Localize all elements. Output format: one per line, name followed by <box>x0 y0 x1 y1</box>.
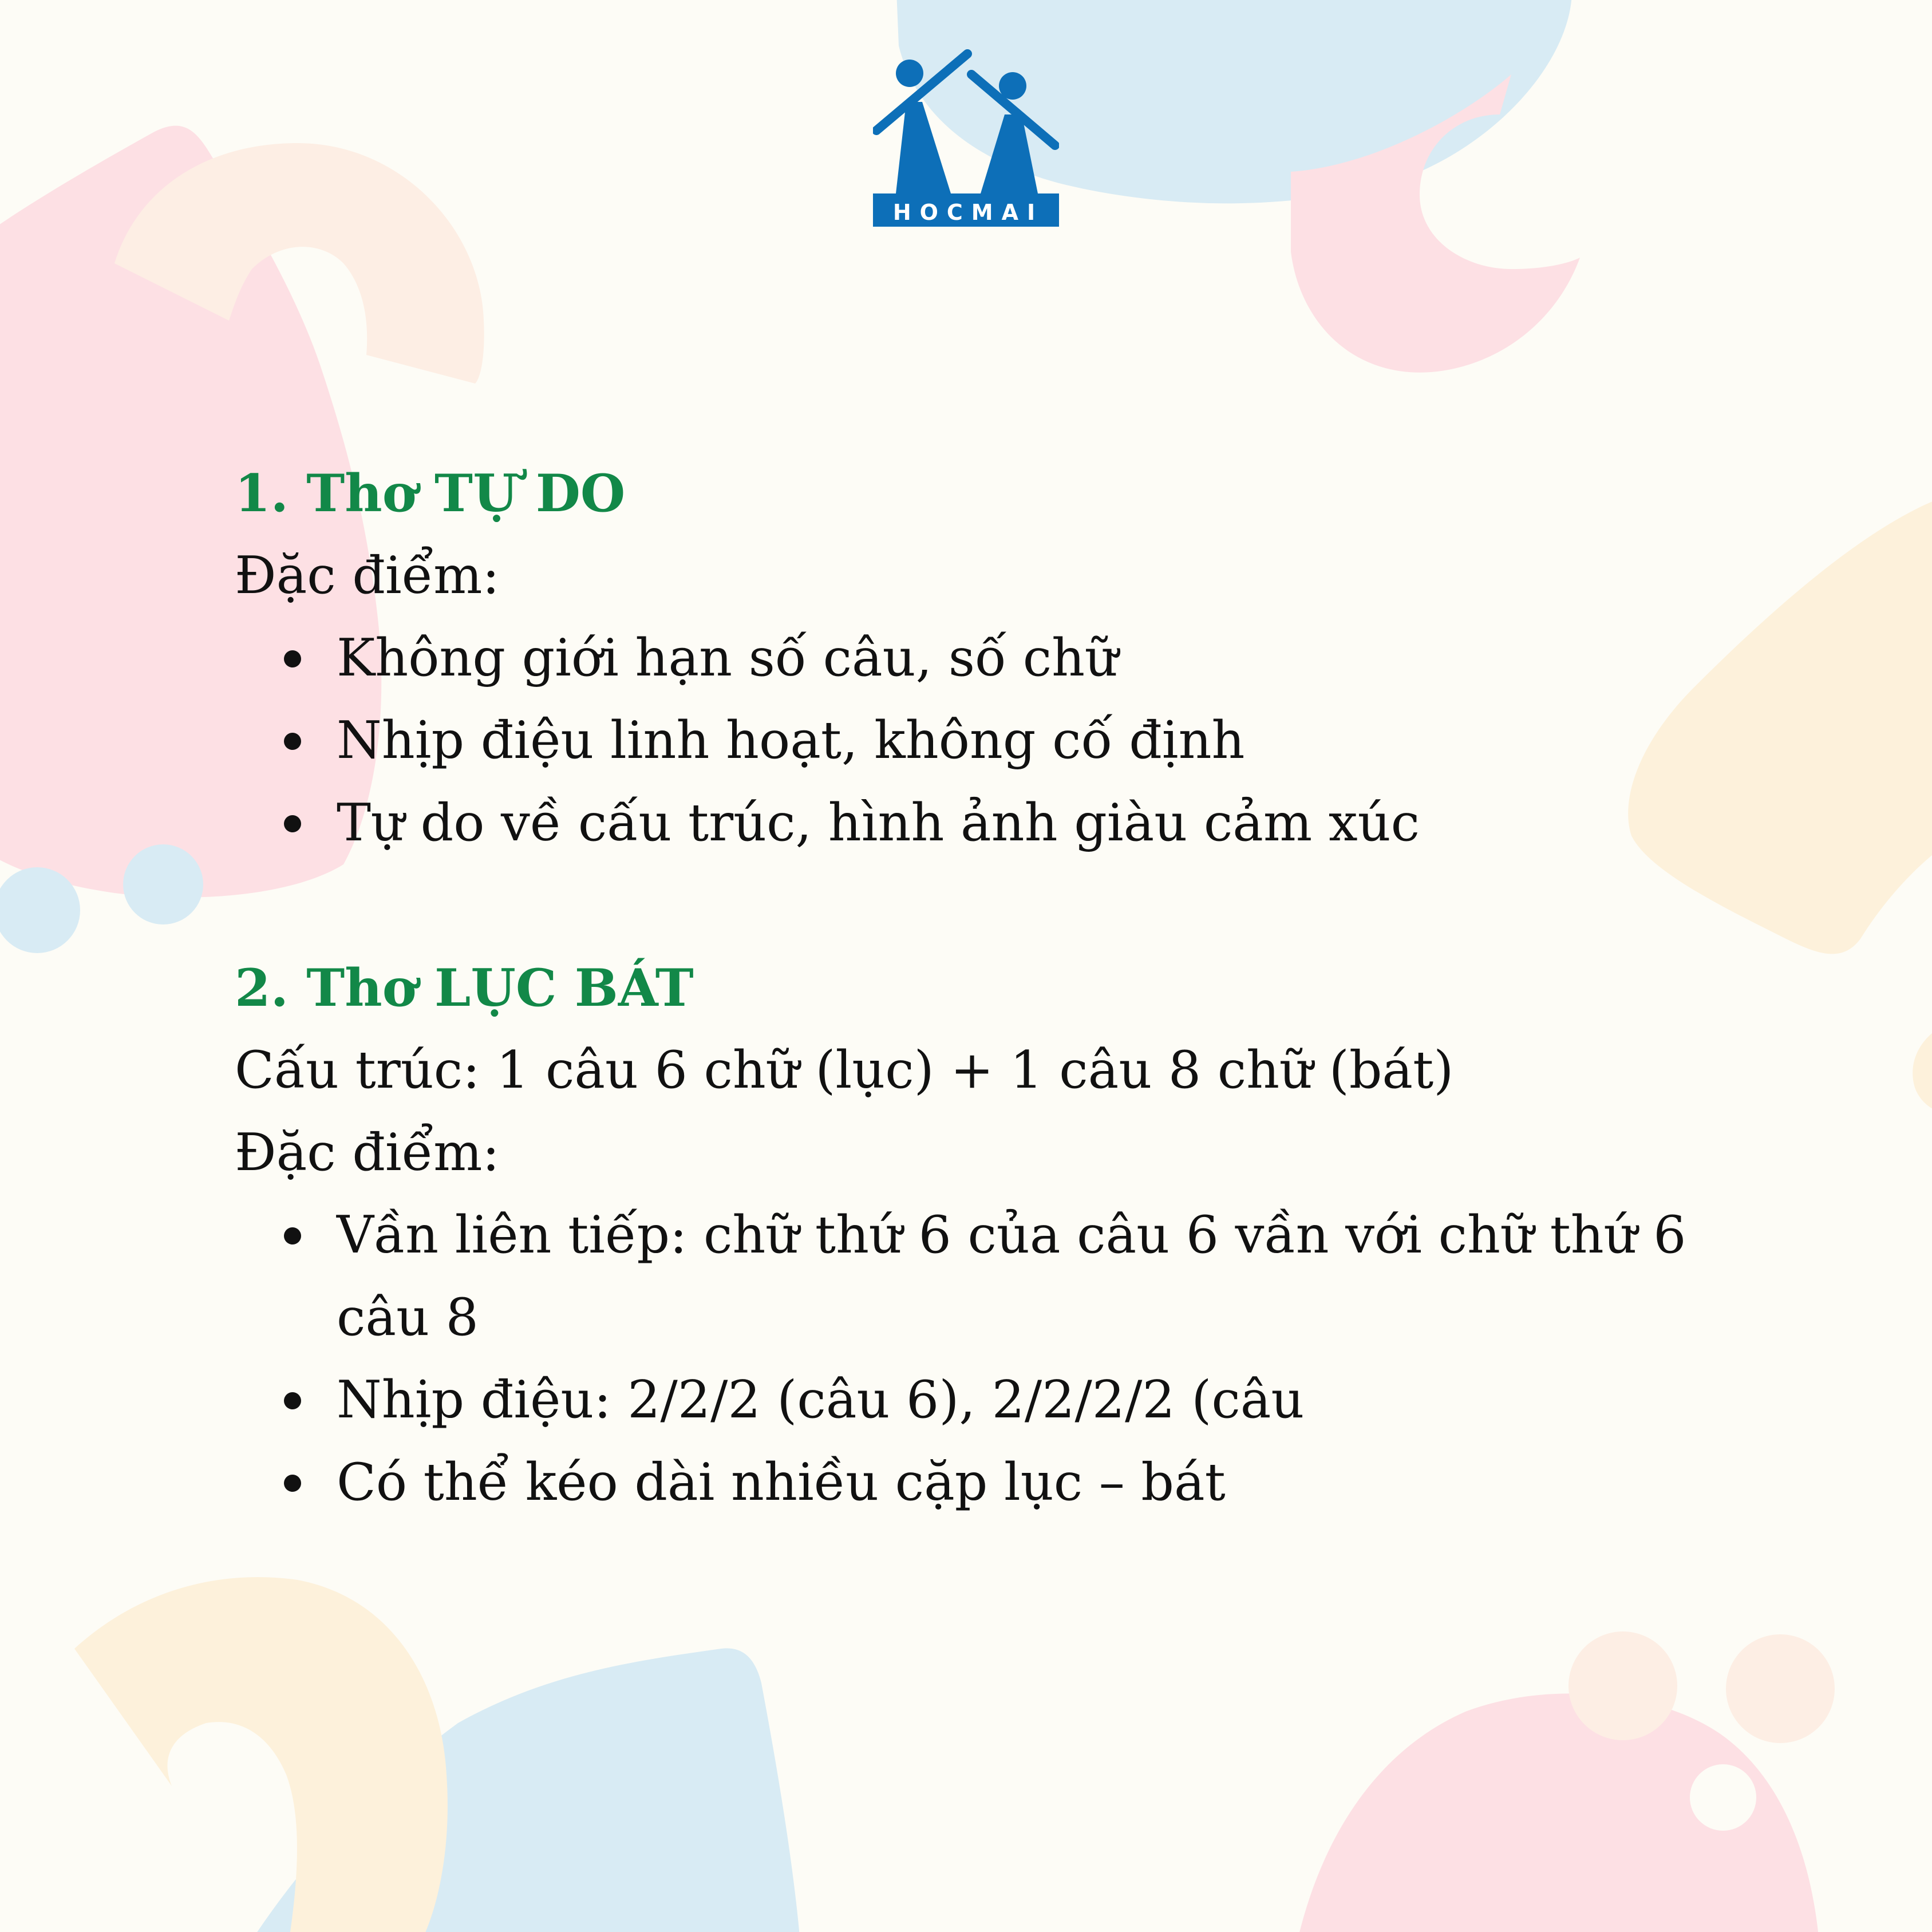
bullet-icon <box>284 733 301 750</box>
feature-label: Đặc điểm: <box>235 1123 500 1183</box>
section-free-verse <box>235 452 1723 864</box>
section-spacer <box>235 864 1723 947</box>
main-content <box>235 452 1723 1524</box>
cream-arch-bottom-left <box>74 1577 448 1932</box>
list-item <box>235 617 1838 700</box>
list-item-text: Nhịp điệu linh hoạt, không cố định <box>337 710 1245 771</box>
list-item-text: Nhịp điệu: 2/2/2 (câu 6), 2/2/2/2 (câu <box>337 1370 1305 1430</box>
list-item <box>235 1359 1838 1441</box>
section-heading: 2. Thơ LỤC BÁT <box>235 958 694 1018</box>
feature-list <box>235 1194 1723 1524</box>
logo-text: HOCMAI <box>892 200 1044 225</box>
list-item <box>235 700 1838 782</box>
structure-line: Cấu trúc: 1 câu 6 chữ (lục) + 1 câu 8 chữ (bát) <box>235 1040 1454 1100</box>
section-luc-bat <box>235 947 1723 1524</box>
section-heading: 1. Thơ TỰ DO <box>235 463 626 524</box>
list-item <box>235 1194 1838 1359</box>
bullet-icon <box>284 1227 301 1244</box>
pink-blob-bottom-right <box>1294 1631 1835 1932</box>
list-item-text: Không giới hạn số câu, số chữ <box>337 628 1119 688</box>
bullet-icon <box>284 1475 301 1492</box>
bullet-icon <box>284 650 301 667</box>
hocmai-logo <box>873 49 1059 231</box>
bullet-icon <box>284 815 301 832</box>
list-item-text: Có thể kéo dài nhiều cặp lục – bát <box>337 1452 1226 1512</box>
feature-list <box>235 617 1723 864</box>
bullet-icon <box>284 1392 301 1409</box>
list-item <box>235 1441 1838 1524</box>
list-item <box>235 782 1838 864</box>
list-item-text: Tự do về cấu trúc, hình ảnh giàu cảm xúc <box>337 793 1420 853</box>
feature-label: Đặc điểm: <box>235 546 500 606</box>
list-item-text: Vần liên tiếp: chữ thứ 6 của câu 6 vần với chữ thứ 6 câu 8 <box>337 1205 1686 1348</box>
